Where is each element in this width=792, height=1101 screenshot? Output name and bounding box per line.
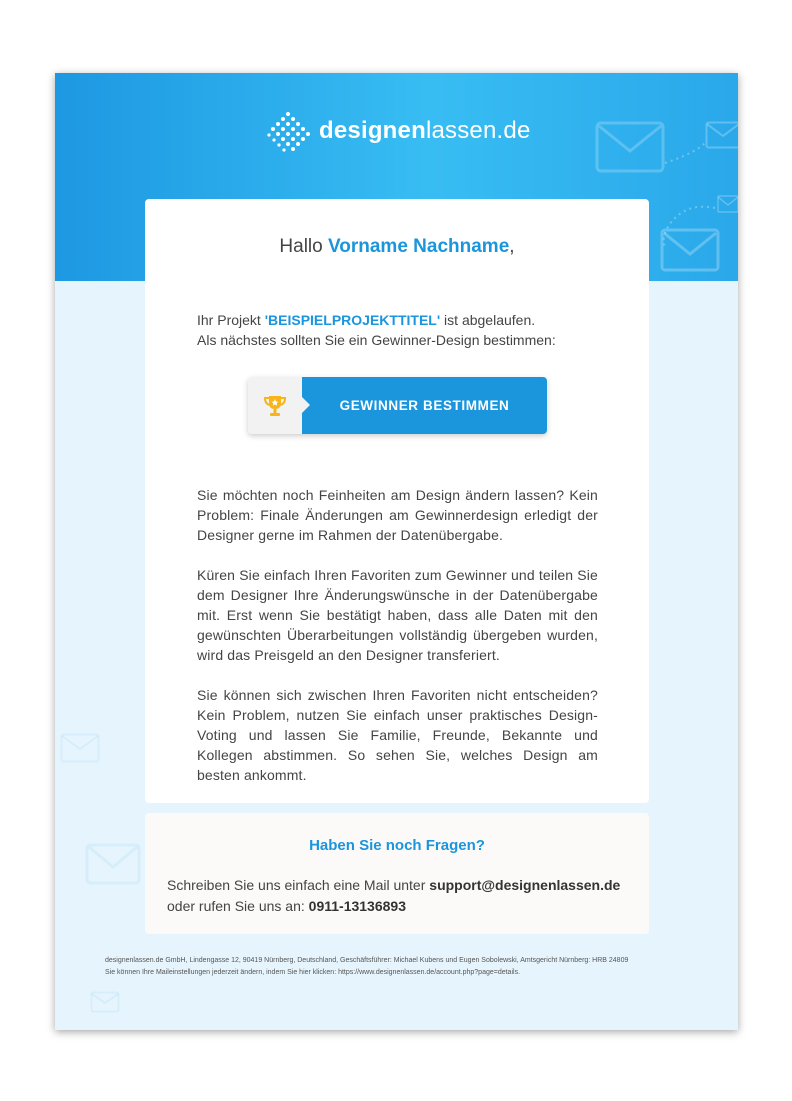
logo-wordmark xyxy=(319,117,531,145)
greeting-suffix: , xyxy=(509,236,515,257)
envelope-decoration-icon xyxy=(85,843,141,885)
paragraph-finishing: Sie möchten noch Feinheiten am Design ändern lassen? Kein Problem: Finale Änderungen am Gewinnerdesign erledigt der Designer gerne im Rahmen der Datenübergabe. xyxy=(197,487,598,543)
greeting-prefix: Hallo xyxy=(279,236,328,257)
legal-footer xyxy=(105,955,715,979)
help-line2: oder rufen Sie uns an: xyxy=(167,898,309,914)
intro-suffix: ist abgelaufen. xyxy=(440,312,536,328)
footer-settings-link[interactable]: Sie können Ihre Maileinstellungen jederzeit ändern, indem Sie hier klicken: https://www.designenlassen.de/account.php?page=details. xyxy=(105,969,521,976)
greeting-heading xyxy=(145,236,649,258)
support-email-link[interactable]: support@designenlassen.de xyxy=(429,877,621,893)
help-line1: Schreiben Sie uns einfach eine Mail unter xyxy=(167,877,430,893)
paragraph-winner: Küren Sie einfach Ihren Favoriten zum Gewinner und teilen Sie dem Designer Ihre Änderungswünsche in der Datenübergabe mit. Erst wenn Sie bestätigt haben, dass alle Daten mit den gewünschten Überarbeitungen vollständig übergeben wurden, wird das Preisgeld an den Designer transferiert. xyxy=(197,567,598,663)
envelope-decoration-icon xyxy=(90,991,120,1013)
logo-wordmark-light: lassen.de xyxy=(425,117,531,144)
trophy-icon xyxy=(262,394,288,418)
email-sheet xyxy=(55,73,738,1030)
choose-winner-label: GEWINNER BESTIMMEN xyxy=(302,377,547,434)
recipient-name: Vorname Nachname xyxy=(328,236,510,257)
intro-line2: Als nächstes sollten Sie ein Gewinner-Design bestimmen: xyxy=(197,332,556,348)
cta-icon-box xyxy=(248,377,302,434)
project-intro xyxy=(197,310,617,350)
logo-icon xyxy=(265,109,313,153)
choose-winner-button[interactable] xyxy=(248,377,547,434)
footer-company-info: designenlassen.de GmbH, Lindengasse 12, 90419 Nürnberg, Deutschland, Geschäftsführer: Michael Kubens und Eugen Sobolewski, Amtsgericht Nürnberg: HRB 24809 xyxy=(105,957,629,964)
help-text xyxy=(167,875,637,917)
paragraph-voting: Sie können sich zwischen Ihren Favoriten nicht entscheiden? Kein Problem, nutzen Sie einfach unser praktisches Design-Voting und lassen Sie Familie, Freunde, Bekannte und Kollegen abstimmen. So sehen Sie, welches Design am besten ankommt. xyxy=(197,687,598,783)
envelope-decoration-icon xyxy=(60,733,100,763)
intro-prefix: Ihr Projekt xyxy=(197,312,265,328)
help-box xyxy=(145,813,649,934)
support-phone[interactable]: 0911-13136893 xyxy=(308,898,406,914)
logo-wordmark-bold: designen xyxy=(319,117,426,144)
brand-logo[interactable] xyxy=(265,106,531,156)
help-title: Haben Sie noch Fragen? xyxy=(309,837,485,854)
message-card xyxy=(145,199,649,803)
project-title: 'BEISPIELPROJEKTTITEL' xyxy=(264,312,441,328)
